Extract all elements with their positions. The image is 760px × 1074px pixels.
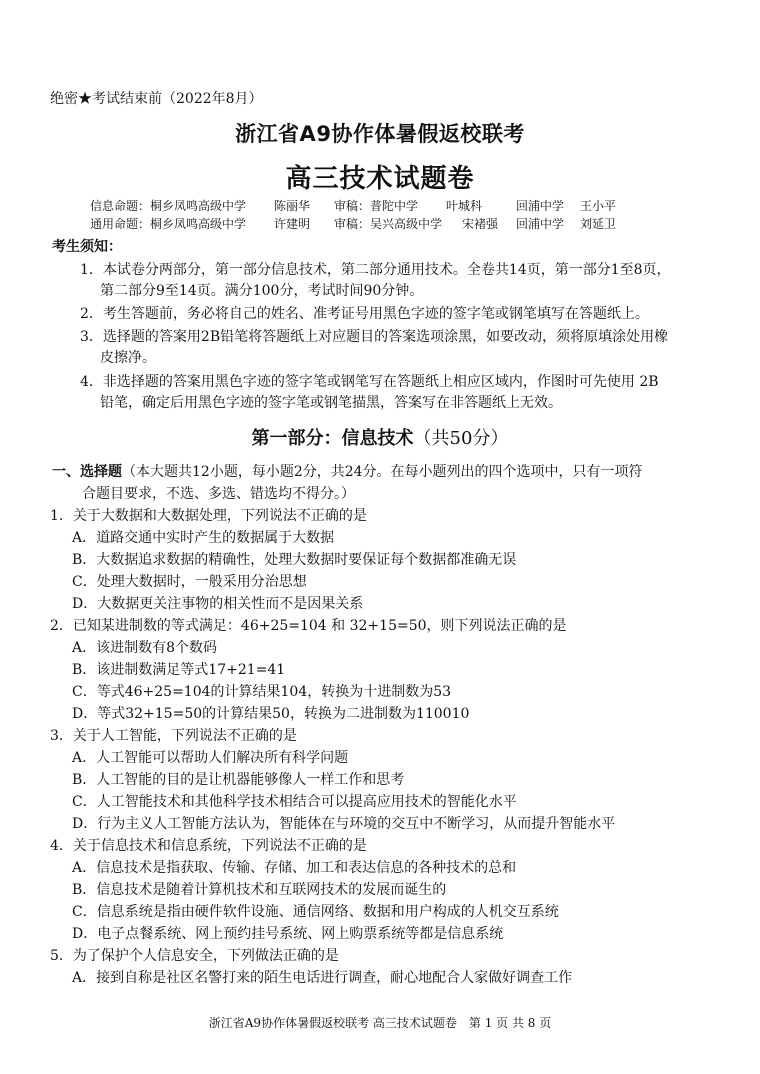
notice-line: 铅笔，确定后用黑色字迹的签字笔或钢笔描黑，答案写在非答题纸上无效。 — [100, 395, 562, 411]
question-option: C．信息系统是指由硬件软件设施、通信网络、数据和用户构成的人机交互系统 — [72, 904, 559, 920]
question-stem: 3．关于人工智能，下列说法不正确的是 — [50, 728, 297, 744]
credit-tech-author: 许建明 — [274, 217, 311, 231]
question-option: D．电子点餐系统、网上预约挂号系统、网上购票系统等都是信息系统 — [72, 926, 504, 942]
question-option: A．该进制数有8个数码 — [72, 640, 218, 656]
notice-line: 1．本试卷分两部分，第一部分信息技术，第二部分通用技术。全卷共14页，第一部分1至8页， — [80, 262, 671, 278]
question-option: A．道路交通中实时产生的数据属于大数据 — [72, 530, 335, 546]
question-option: D．大数据更关注事物的相关性而不是因果关系 — [72, 596, 364, 612]
part-one-title-score: （共50分） — [413, 428, 509, 449]
credit-info-author: 陈丽华 — [274, 199, 311, 213]
credit-info-reviewer2-school: 回浦中学 — [516, 199, 565, 213]
question-option: C．处理大数据时，一般采用分治思想 — [72, 574, 307, 590]
notice-title: 考生须知： — [52, 239, 122, 255]
question-option: A．信息技术是指获取、传输、存储、加工和表达信息的各种技术的总和 — [72, 860, 517, 876]
credit-info-reviewer: 叶城科 — [446, 199, 483, 213]
notice-line: 皮擦净。 — [100, 350, 156, 366]
notice-line: 4．非选择题的答案用黑色字迹的签字笔或钢笔写在答题纸上相应区域内，作图时可先使用 2B — [80, 374, 659, 390]
credit-tech-reviewer-school: 审稿：吴兴高级中学 — [334, 217, 443, 231]
credit-tech-reviewer: 宋褚强 — [462, 217, 499, 231]
question-option: D．等式32+15=50的计算结果50，转换为二进制数为110010 — [72, 706, 470, 722]
section-one-heading — [52, 461, 643, 481]
paper-title: 高三技术试题卷 — [285, 164, 475, 194]
question-option: B．该进制数满足等式17+21=41 — [72, 662, 286, 678]
confidential-note: 绝密★考试结束前（2022年8月） — [50, 91, 263, 107]
notice-line: 2．考生答题前，务必将自己的姓名、准考证号用黑色字迹的签字笔或钢笔填写在答题纸上。 — [80, 306, 649, 322]
credit-tech-author-school: 通用命题：桐乡凤鸣高级中学 — [90, 217, 247, 231]
section-one-desc: （本大题共12小题，每小题2分，共24分。在每小题列出的四个选项中，只有一项符 — [122, 464, 643, 480]
section-one-label: 一、选择题 — [52, 464, 122, 480]
question-option: A．接到自称是社区名警打来的陌生电话进行调查，耐心地配合人家做好调查工作 — [72, 970, 573, 986]
question-stem: 5．为了保护个人信息安全，下列做法正确的是 — [50, 948, 339, 964]
credit-tech-reviewer2: 刘延卫 — [580, 217, 617, 231]
question-option: B．信息技术是随着计算机技术和互联网技术的发展而诞生的 — [72, 882, 447, 898]
notice-line: 3．选择题的答案用2B铅笔将答题纸上对应题目的答案选项涂黑，如要改动，须将原填涂处用橡 — [80, 329, 669, 345]
part-one-title — [0, 424, 760, 450]
question-stem: 4．关于信息技术和信息系统，下列说法不正确的是 — [50, 838, 367, 854]
page-footer: 浙江省A9协作体暑假返校联考 高三技术试题卷 第 1 页 共 8 页 — [208, 1016, 552, 1030]
question-stem: 1．关于大数据和大数据处理，下列说法不正确的是 — [50, 508, 367, 524]
exam-title: 浙江省A9协作体暑假返校联考 — [235, 122, 525, 146]
question-option: D．行为主义人工智能方法认为，智能体在与环境的交互中不断学习，从而提升智能水平 — [72, 816, 616, 832]
credit-info-author-school: 信息命题：桐乡凤鸣高级中学 — [90, 199, 247, 213]
question-option: B．大数据追求数据的精确性，处理大数据时要保证每个数据都准确无误 — [72, 552, 517, 568]
credit-info-reviewer2: 王小平 — [580, 199, 617, 213]
credit-tech-reviewer2-school: 回浦中学 — [516, 217, 565, 231]
question-option: C．等式46+25=104的计算结果104，转换为十进制数为53 — [72, 684, 452, 700]
question-option: B．人工智能的目的是让机器能够像人一样工作和思考 — [72, 772, 405, 788]
section-one-desc-cont: 合题目要求，不选、多选、错选均不得分。） — [82, 486, 355, 502]
notice-line: 第二部分9至14页。满分100分，考试时间90分钟。 — [100, 283, 424, 299]
question-stem: 2．已知某进制数的等式满足：46+25=104 和 32+15=50，则下列说法正确的是 — [50, 618, 567, 634]
credit-info-reviewer-school: 审稿：普陀中学 — [334, 199, 419, 213]
question-option: A．人工智能可以帮助人们解决所有科学问题 — [72, 750, 349, 766]
part-one-title-main: 第一部分：信息技术 — [251, 428, 414, 449]
question-option: C．人工智能技术和其他科学技术相结合可以提高应用技术的智能化水平 — [72, 794, 517, 810]
